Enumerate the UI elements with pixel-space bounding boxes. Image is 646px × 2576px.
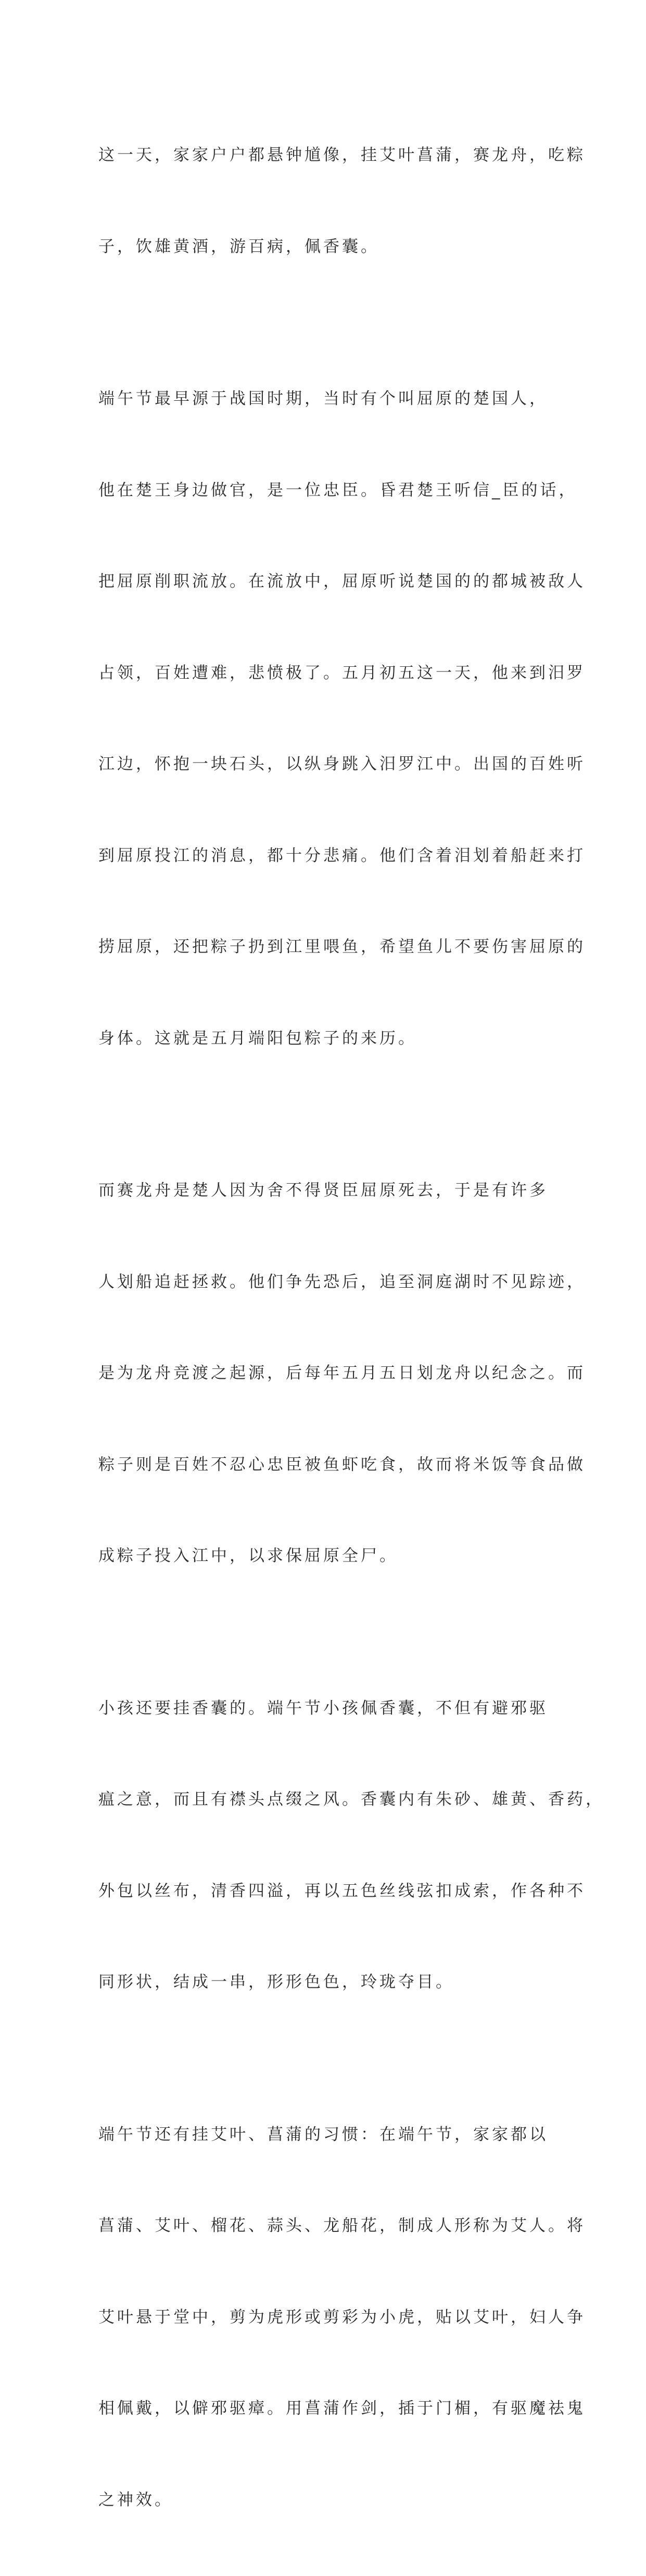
text-line: 粽子则是百姓不忍心忠臣被鱼虾吃食，故而将米饭等食品做 [98,1450,551,1480]
text-line: 他在楚王身边做官，是一位忠臣。昏君楚王听信_臣的话， [98,475,551,506]
text-line: 江边，怀抱一块石头，以纵身跳入汨罗江中。出国的百姓听 [98,749,551,780]
text-line: 之神效。 [98,2485,551,2516]
text-line: 人划船追赶拯救。他们争先恐后，追至洞庭湖时不见踪迹， [98,1267,551,1298]
text-line: 占领，百姓遭难，悲愤极了。五月初五这一天，他来到汨罗 [98,658,551,689]
text-line: 捞屈原，还把粽子扔到江里喂鱼，希望鱼儿不要伤害屈原的 [98,932,551,962]
paragraph-5 [98,2059,551,2576]
text-line: 艾叶悬于堂中，剪为虎形或剪彩为小虎，贴以艾叶，妇人争 [98,2302,551,2333]
document-body [98,79,551,2576]
text-line: 瘟之意，而且有襟头点缀之风。香囊内有朱砂、雄黄、香药， [98,1784,551,1815]
text-line: 身体。这就是五月端阳包粽子的来历。 [98,1023,551,1054]
paragraph-2 [98,323,551,1114]
paragraph-4 [98,1632,551,2059]
text-line: 到屈原投江的消息，都十分悲痛。他们含着泪划着船赶来打 [98,841,551,871]
text-line: 同形状，结成一串，形形色色，玲珑夺目。 [98,1967,551,1998]
text-line: 外包以丝布，清香四溢，再以五色丝线弦扣成索，作各种不 [98,1876,551,1907]
paragraph-1 [98,79,551,323]
text-line: 是为龙舟竞渡之起源，后每年五月五日划龙舟以纪念之。而 [98,1358,551,1389]
text-line: 相佩戴，以僻邪驱瘴。用菖蒲作剑，插于门楣，有驱魔祛鬼 [98,2393,551,2424]
text-line: 端午节还有挂艾叶、菖蒲的习惯：在端午节，家家都以 [98,2120,551,2150]
text-line: 这一天，家家户户都悬钟馗像，挂艾叶菖蒲，赛龙舟，吃粽 [98,140,551,171]
text-line: 成粽子投入江中，以求保屈原全尸。 [98,1541,551,1571]
text-line: 把屈原削职流放。在流放中，屈原听说楚国的的都城被敌人 [98,566,551,597]
document-page [0,0,646,913]
text-line: 菖蒲、艾叶、榴花、蒜头、龙船花，制成人形称为艾人。将 [98,2211,551,2241]
paragraph-3 [98,1114,551,1632]
text-line: 子，饮雄黄酒，游百病，佩香囊。 [98,232,551,262]
text-line: 而赛龙舟是楚人因为舍不得贤臣屈原死去，于是有许多 [98,1175,551,1206]
text-line: 小孩还要挂香囊的。端午节小孩佩香囊，不但有避邪驱 [98,1693,551,1724]
text-line: 端午节最早源于战国时期，当时有个叫屈原的楚国人， [98,384,551,414]
